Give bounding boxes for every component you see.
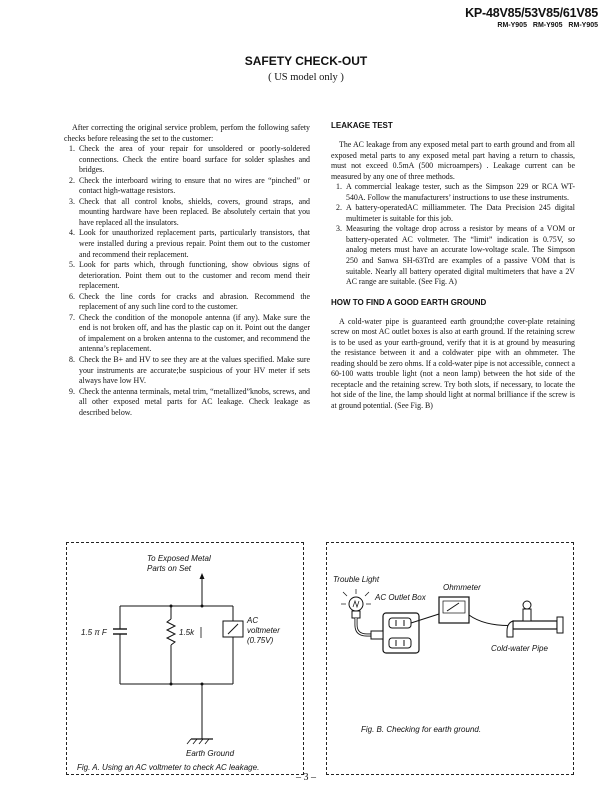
ohmmeter-icon — [439, 597, 469, 623]
list-item: 7. Check the condition of the monopole antenna (if any). Make sure the end is not broken off, and has the plastic cap on it. Point out the danger of impalement on a broken antenna to the customer, and recommend the antenna’s replacement. — [69, 312, 310, 354]
pipe-label: Cold-water Pipe — [491, 644, 548, 653]
figure-a — [66, 542, 304, 775]
meter-label-3: (0.75V) — [247, 636, 274, 645]
list-item: 4. Look for unauthorized replacement parts, particularly transistors, that were installed during a previous repair. Point them out to the customer and recommend their replacement. — [69, 228, 310, 259]
ground-heading: HOW TO FIND A GOOD EARTH GROUND — [331, 297, 487, 307]
list-item: 1. A commercial leakage tester, such as the Simpson 229 or RCA WT-540A. Follow the manufacturers’ instructions to use these instruments. — [336, 182, 575, 202]
ohmmeter-label: Ohmmeter — [443, 583, 481, 592]
page-title: SAFETY CHECK-OUT — [244, 54, 368, 68]
meter-label-2: voltmeter — [247, 626, 280, 635]
list-item: 3. Measuring the voltage drop across a resistor by means of a VOM or battery-operated AC voltmeter. The “limit” indication is 0.75V, so analog meters must have an accurate low-voltage scale. The Simpson 250 and Sanwa SH-63Trd are examples of a passive VOM that is suitable. Nearly all battery operated digital multimeters that have a 2V AC range are suitable. (See Fig. A) — [336, 224, 575, 287]
outlet-box-icon — [383, 613, 419, 653]
list-item: 2. Check the interboard wiring to ensure that no wires are “pinched” or contact high-wattage resistors. — [69, 175, 310, 196]
list-item: 2. A battery-operatedAC milliammeter. The Data Precision 245 digital multimeter is suitable for this job. — [336, 203, 575, 223]
model-number: KP-48V85/53V85/61V85 — [465, 6, 598, 20]
ground-text: A cold-water pipe is guaranteed earth ground;the cover-plate retaining screw on most AC outlet boxes is also at earth ground. If the retaining screw is to be used as your earth-ground, verify that it is at ground by measuring the resistance between it and a coldwater pipe with an ohmmeter. The reading should be zero ohms. If a cold-water pipe is not accessible, connect a 60-100 watts trouble light (not a neon lamp) between the hot side of the receptacle and the retaining screw. Try both slots, if necessary, to locate the hot side of the line, the lamp should light at normal brilliance if the screw is at ground potential. (See Fig. B) — [331, 316, 575, 411]
trouble-light-label: Trouble Light — [333, 575, 380, 584]
list-item: 1. Check the area of your repair for unsoldered or poorly-soldered connections. Check the entire board surface for solder splashes and bridges. — [69, 144, 310, 175]
list-item: 5. Look for parts which, through functioning, show obvious signs of deterioration. Point them out to the customer and recom mend their replacement. — [69, 260, 310, 291]
meter-label-1: AC — [247, 616, 259, 625]
fig-a-top-label-2: Parts on Set — [147, 564, 192, 573]
capacitor-label: 1.5 π F — [81, 628, 107, 637]
list-item: 8. Check the B+ and HV to see they are at the values specified. Make sure your instruments are accurate;be suspicious of your HV meter if sets always have low HV. — [69, 355, 310, 386]
light-bulb-icon — [341, 589, 371, 618]
resistor-label: 1.5k — [179, 628, 195, 637]
safety-check-list — [64, 144, 310, 418]
fig-a-caption: Fig. A. Using an AC voltmeter to check AC leakage. — [77, 763, 260, 772]
earth-ground-label: Earth Ground — [186, 749, 235, 758]
leakage-intro: The AC leakage from any exposed metal part to earth ground and from all exposed metal parts to any exposed metal part having a return to chassis, must not exceed 0.5mA (500 microampers) . Leakage current can be measured by any one of three methods. — [331, 140, 575, 181]
leakage-circuit-diagram — [67, 543, 303, 774]
leakage-heading: LEAKAGE TEST — [331, 121, 393, 130]
page-number: – 3 – — [296, 772, 316, 783]
safety-checks-column — [64, 123, 310, 418]
leakage-column — [331, 121, 575, 412]
faucet-icon — [507, 601, 563, 637]
figure-b — [326, 542, 574, 775]
earth-ground-diagram — [327, 543, 573, 774]
safety-intro: After correcting the original service problem, perfom the following safety checks before releasing the set to the customer: — [64, 123, 310, 143]
outlet-box-label: AC Outlet Box — [375, 593, 426, 602]
fig-b-caption: Fig. B. Checking for earth ground. — [361, 725, 482, 734]
list-item: 9. Check the antenna terminals, metal trim, “metallized”knobs, screws, and all other exposed metal parts for AC leakage. Check leakage as described below. — [69, 386, 310, 417]
remote-models: RM-Y905 RM-Y905 RM-Y905 — [497, 22, 598, 29]
fig-a-top-label-1: To Exposed Metal — [147, 554, 211, 563]
leakage-method-list — [331, 182, 575, 287]
list-item: 6. Check the line cords for cracks and abrasion. Recommend the replacement of any such line cord to the customer. — [69, 291, 310, 312]
list-item: 3. Check that all control knobs, shields, covers, ground straps, and mounting hardware have been replaced. Be absolutely certain that you have replaced all the insulators. — [69, 196, 310, 227]
page-subtitle: ( US model only ) — [268, 72, 344, 83]
